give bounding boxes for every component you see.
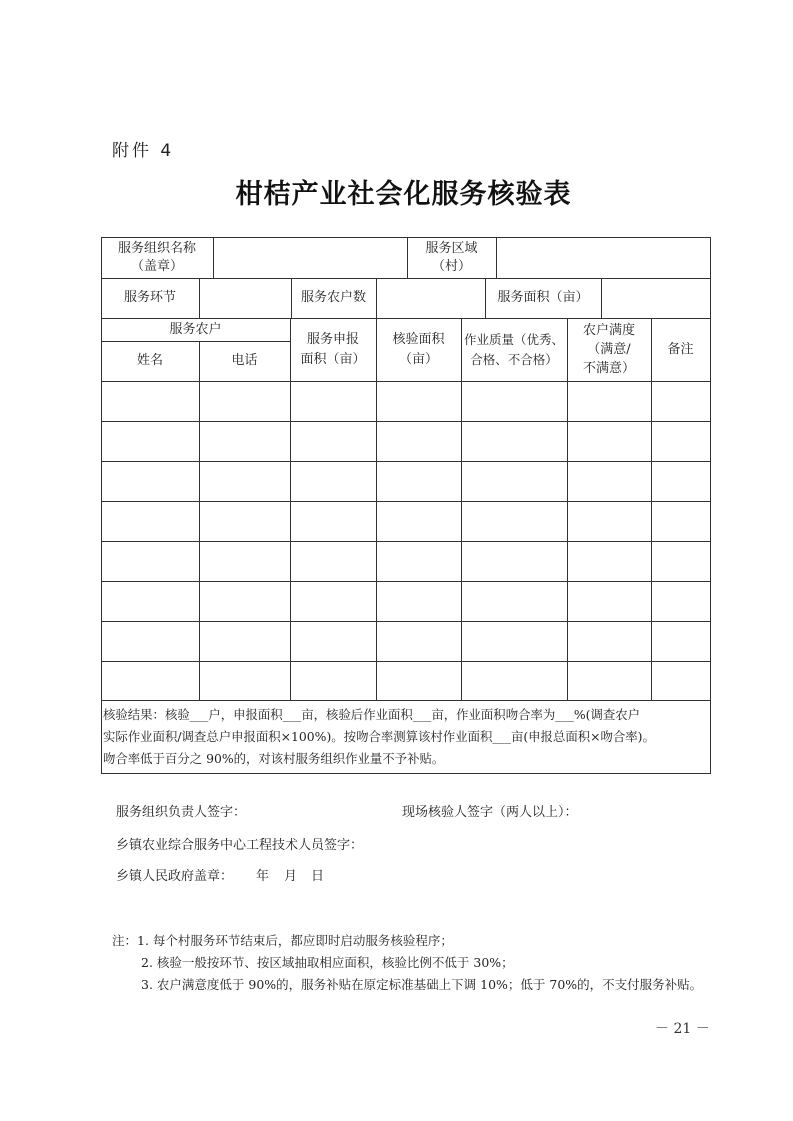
work-quality-header-line2: 合格、不合格） (470, 351, 558, 367)
verified-area-cell[interactable] (376, 381, 461, 421)
note-item: 2. 核验一般按环节、按区域抽取相应面积，核验比例不低于 30%； (141, 955, 514, 970)
gov-seal-label: 乡镇人民政府盖章： (116, 869, 234, 884)
phone-cell[interactable] (199, 421, 290, 461)
remarks-cell[interactable] (651, 501, 710, 541)
org-leader-signature-label: 服务组织负责人签字： (116, 805, 247, 820)
phone-cell[interactable] (199, 661, 290, 701)
declared-area-cell[interactable] (290, 381, 376, 421)
inspectors-signature-label: 现场核验人签字（两人以上）： (402, 805, 578, 820)
work-quality-cell[interactable] (461, 501, 567, 541)
remarks-cell[interactable] (651, 421, 710, 461)
page-number: － 21 － (655, 1021, 710, 1037)
verified-area-header-line2: （亩） (398, 351, 438, 367)
declared-area-column-header (290, 318, 376, 381)
satisfaction-column-header (567, 318, 651, 381)
verification-result (103, 704, 709, 770)
verified-area-cell[interactable] (376, 461, 461, 501)
satisfaction-cell[interactable] (567, 581, 651, 621)
attachment-label: 附件 4 (112, 141, 175, 161)
name-cell[interactable] (101, 661, 199, 701)
work-quality-cell[interactable] (461, 461, 567, 501)
remarks-cell[interactable] (651, 541, 710, 581)
farmer-group-header: 服务农户 (169, 321, 222, 337)
service-stage-label: 服务环节 (123, 290, 176, 305)
verification-result-line3: 吻合率低于百分之 90%的，对该村服务组织作业量不予补贴。 (103, 751, 445, 766)
remarks-cell[interactable] (651, 461, 710, 501)
date-year-label: 年 (256, 869, 270, 884)
date-month-label: 月 (284, 869, 298, 884)
org-name-label (101, 237, 213, 278)
declared-area-cell[interactable] (290, 421, 376, 461)
service-area-field[interactable] (496, 237, 710, 278)
verification-result-line2: 实际作业面积/调查总户申报面积×100%)。按吻合率测算该村作业面积___亩(申报总面积×吻合率)。 (103, 729, 655, 744)
phone-cell[interactable] (199, 381, 290, 421)
org-name-label-line2: （盖章） (130, 258, 183, 274)
notes (112, 930, 702, 996)
phone-cell[interactable] (199, 501, 290, 541)
phone-column-header: 电话 (231, 353, 258, 368)
work-quality-column-header (461, 318, 567, 381)
declared-area-cell[interactable] (290, 461, 376, 501)
work-quality-cell[interactable] (461, 621, 567, 661)
remarks-cell[interactable] (651, 621, 710, 661)
satisfaction-header-line2: （满意/ (587, 342, 631, 357)
notes-prefix: 注： (112, 933, 138, 948)
work-quality-cell[interactable] (461, 421, 567, 461)
remarks-cell[interactable] (651, 661, 710, 701)
service-area-label (407, 237, 496, 278)
note-item: 1. 每个村服务环节结束后，都应即时启动服务核验程序； (137, 933, 453, 948)
declared-area-cell[interactable] (290, 621, 376, 661)
declared-area-cell[interactable] (290, 581, 376, 621)
satisfaction-header-line1: 农户满度 (582, 323, 635, 338)
phone-cell[interactable] (199, 581, 290, 621)
satisfaction-cell[interactable] (567, 381, 651, 421)
households-count-label: 服务农户数 (300, 290, 366, 305)
satisfaction-header-line3: 不满意） (582, 361, 635, 376)
name-cell[interactable] (101, 421, 199, 461)
verified-area-column-header (376, 318, 461, 381)
work-quality-header-line1: 作业质量（优秀、 (463, 331, 564, 347)
phone-cell[interactable] (199, 461, 290, 501)
verified-area-cell[interactable] (376, 621, 461, 661)
tech-staff-signature-label: 乡镇农业综合服务中心工程技术人员签字： (116, 838, 364, 853)
verified-area-header-line1: 核验面积 (392, 331, 445, 347)
name-cell[interactable] (101, 541, 199, 581)
date-day-label: 日 (311, 869, 325, 884)
phone-cell[interactable] (199, 541, 290, 581)
name-cell[interactable] (101, 621, 199, 661)
org-name-field[interactable] (213, 237, 407, 278)
satisfaction-cell[interactable] (567, 541, 651, 581)
page-title: 柑桔产业社会化服务核验表 (235, 179, 572, 210)
note-item: 3. 农户满意度低于 90%的，服务补贴在原定标准基础上下调 10%；低于 70%的，不支付服务补贴。 (141, 977, 703, 992)
work-quality-cell[interactable] (461, 581, 567, 621)
satisfaction-cell[interactable] (567, 621, 651, 661)
verified-area-cell[interactable] (376, 541, 461, 581)
declared-area-cell[interactable] (290, 541, 376, 581)
declared-area-header-line2: 面积（亩） (300, 351, 366, 367)
remarks-cell[interactable] (651, 581, 710, 621)
name-cell[interactable] (101, 461, 199, 501)
name-cell[interactable] (101, 381, 199, 421)
verified-area-cell[interactable] (376, 421, 461, 461)
remarks-column-header: 备注 (667, 341, 694, 357)
verified-area-cell[interactable] (376, 661, 461, 701)
service-area-label-line1: 服务区域 (425, 240, 478, 256)
work-quality-cell[interactable] (461, 661, 567, 701)
satisfaction-cell[interactable] (567, 461, 651, 501)
table-border-bottom (101, 773, 711, 774)
name-cell[interactable] (101, 581, 199, 621)
service-area-label-line2: （村） (431, 258, 471, 274)
verification-result-line1: 核验结果：核验___户，申报面积___亩，核验后作业面积___亩，作业面积吻合率为___%(调查农户 (103, 707, 641, 722)
work-quality-cell[interactable] (461, 381, 567, 421)
declared-area-cell[interactable] (290, 661, 376, 701)
verified-area-cell[interactable] (376, 581, 461, 621)
declared-area-header-line1: 服务申报 (306, 331, 359, 347)
declared-area-cell[interactable] (290, 501, 376, 541)
name-cell[interactable] (101, 501, 199, 541)
satisfaction-cell[interactable] (567, 661, 651, 701)
table-border-right (710, 237, 711, 774)
phone-cell[interactable] (199, 621, 290, 661)
work-quality-cell[interactable] (461, 541, 567, 581)
satisfaction-cell[interactable] (567, 501, 651, 541)
org-name-label-line1: 服务组织名称 (117, 240, 196, 256)
verified-area-cell[interactable] (376, 501, 461, 541)
households-count-field[interactable] (376, 278, 485, 318)
service-stage-field[interactable] (199, 278, 291, 318)
name-column-header: 姓名 (136, 353, 163, 368)
service-acreage-label: 服务面积（亩） (497, 290, 589, 305)
remarks-cell[interactable] (651, 381, 710, 421)
service-acreage-field[interactable] (601, 278, 710, 318)
satisfaction-cell[interactable] (567, 421, 651, 461)
